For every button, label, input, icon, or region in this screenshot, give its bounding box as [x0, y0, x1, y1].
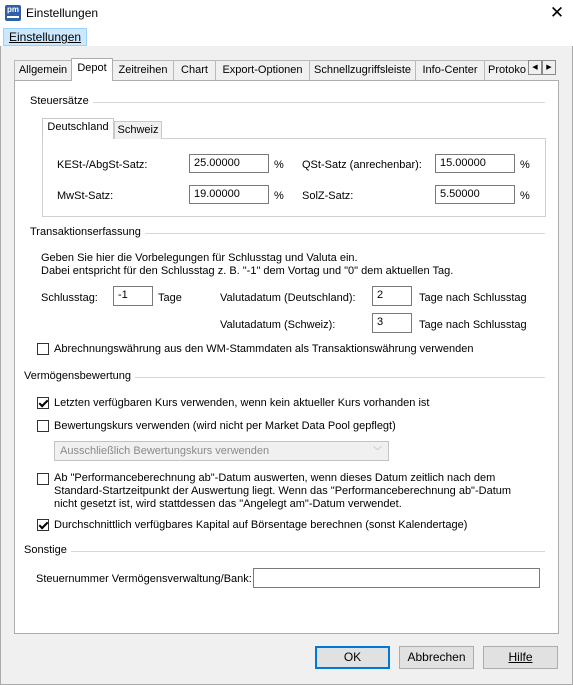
- kest-unit: %: [274, 159, 284, 171]
- window-title: Einstellungen: [26, 6, 99, 20]
- schlusstag-field[interactable]: -1: [113, 286, 153, 306]
- valuta-de-unit: Tage nach Schlusstag: [419, 292, 527, 304]
- tab-chart[interactable]: Chart: [173, 60, 216, 80]
- tab-scroll-right-icon[interactable]: ▶: [542, 60, 556, 75]
- chevron-down-icon: ﹀: [373, 446, 383, 456]
- steuernummer-label: Steuernummer Vermögensverwaltung/Bank:: [36, 573, 252, 585]
- bewertungskurs-combo[interactable]: [54, 441, 389, 461]
- bewertungskurs-label: Bewertungskurs verwenden (wird nicht per Market Data Pool gepflegt): [54, 420, 396, 432]
- kest-label: KESt-/AbgSt-Satz:: [57, 159, 148, 171]
- steuernummer-field[interactable]: [253, 568, 540, 588]
- bewertungskurs-checkbox[interactable]: [37, 420, 49, 432]
- performance-label-line1: Ab "Performanceberechnung ab"-Datum auswerten, wenn dieses Datum zeitlich nach dem: [54, 472, 496, 484]
- valuta-ch-field[interactable]: 3: [372, 313, 412, 333]
- tab-protokoll[interactable]: Protoko: [484, 60, 529, 80]
- valuta-ch-unit: Tage nach Schlusstag: [419, 319, 527, 331]
- cancel-button[interactable]: Abbrechen: [399, 646, 474, 669]
- transaktion-info-line2: Dabei entspricht für den Schlusstag z. B. "-1" dem Vortag und "0" dem aktuellen Tag.: [41, 265, 454, 277]
- tab-zeitreihen[interactable]: Zeitreihen: [112, 60, 174, 80]
- solz-label: SolZ-Satz:: [302, 190, 354, 202]
- solz-field[interactable]: 5.50000: [435, 185, 515, 204]
- section-transaktionserfassung: Transaktionserfassung: [30, 226, 145, 238]
- kapital-checkbox[interactable]: [37, 519, 49, 531]
- tab-info-center[interactable]: Info-Center: [415, 60, 485, 80]
- valuta-ch-label: Valutadatum (Schweiz):: [220, 319, 336, 331]
- letzter-kurs-label: Letzten verfügbaren Kurs verwenden, wenn kein aktueller Kurs vorhanden ist: [54, 397, 430, 409]
- app-icon-text: pm: [7, 5, 19, 14]
- menu-einstellungen-label: Einstellungen: [9, 30, 82, 44]
- transaktion-info-line1: Geben Sie hier die Vorbelegungen für Schlusstag und Valuta ein.: [41, 252, 358, 264]
- performance-label-line2: Standard-Startzeitpunkt der Auswertung liegt. Wenn das "Performanceberechnung ab"-Datum: [54, 485, 512, 497]
- tab-deutschland[interactable]: Deutschland: [42, 118, 114, 139]
- mwst-field[interactable]: 19.00000: [189, 185, 269, 204]
- help-button[interactable]: [483, 646, 558, 669]
- section-sonstige: Sonstige: [24, 544, 71, 556]
- bewertungskurs-combo-value: Ausschließlich Bewertungskurs verwenden: [60, 445, 270, 457]
- menu-einstellungen[interactable]: [3, 28, 87, 46]
- separator: [24, 551, 545, 552]
- tax-panel: [42, 138, 546, 217]
- app-icon: [5, 5, 21, 21]
- performance-label-line3: nicht gesetzt ist, wird stattdessen das "Angelegt am"-Datum verwendet.: [54, 498, 402, 510]
- valuta-de-field[interactable]: 2: [372, 286, 412, 306]
- mwst-unit: %: [274, 190, 284, 202]
- mwst-label: MwSt-Satz:: [57, 190, 114, 202]
- tab-scroll-left-icon[interactable]: ◀: [528, 60, 542, 75]
- letzter-kurs-checkbox[interactable]: [37, 397, 49, 409]
- section-steuersaetze: Steuersätze: [30, 95, 93, 107]
- tab-depot[interactable]: Depot: [71, 58, 113, 81]
- tab-schweiz[interactable]: Schweiz: [114, 121, 162, 139]
- tab-schnellzugriffsleiste[interactable]: Schnellzugriffsleiste: [309, 60, 416, 80]
- ok-button[interactable]: OK: [315, 646, 390, 669]
- solz-unit: %: [520, 190, 530, 202]
- qst-field[interactable]: 15.00000: [435, 154, 515, 173]
- separator: [30, 102, 545, 103]
- valuta-de-label: Valutadatum (Deutschland):: [220, 292, 356, 304]
- schlusstag-label: Schlusstag:: [41, 292, 98, 304]
- qst-label: QSt-Satz (anrechenbar):: [302, 159, 422, 171]
- abrechnung-checkbox[interactable]: [37, 343, 49, 355]
- qst-unit: %: [520, 159, 530, 171]
- schlusstag-unit: Tage: [158, 292, 182, 304]
- abrechnung-label: Abrechnungswährung aus den WM-Stammdaten als Transaktionswährung verwenden: [54, 343, 474, 355]
- kapital-label: Durchschnittlich verfügbares Kapital auf Börsentage berechnen (sonst Kalendertage): [54, 519, 468, 531]
- tab-allgemein[interactable]: Allgemein: [14, 60, 72, 80]
- close-icon[interactable]: ✕: [549, 3, 565, 22]
- tab-export-optionen[interactable]: Export-Optionen: [215, 60, 310, 80]
- section-vermoegensbewertung: Vermögensbewertung: [24, 370, 135, 382]
- kest-field[interactable]: 25.00000: [189, 154, 269, 173]
- help-button-label: Hilfe: [508, 650, 533, 664]
- performance-checkbox[interactable]: [37, 473, 49, 485]
